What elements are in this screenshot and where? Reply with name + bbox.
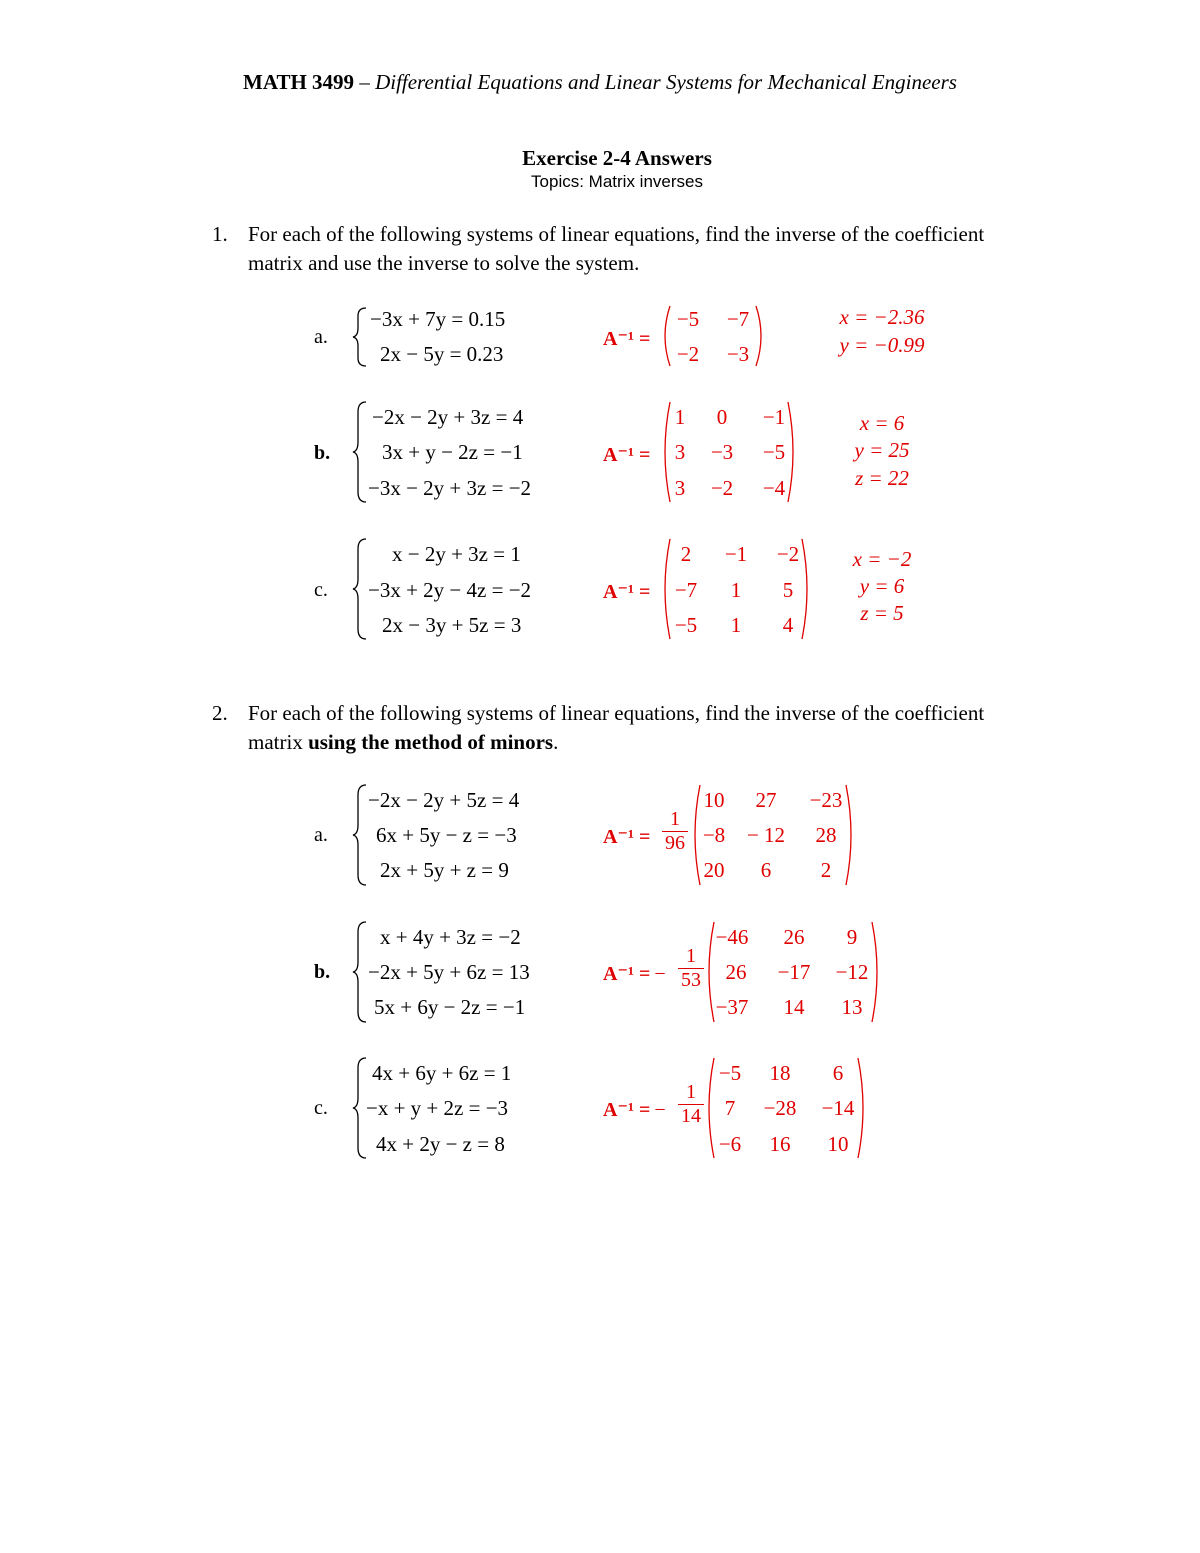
q2c-m33: 10 xyxy=(827,1132,849,1156)
q2b-m11: −46 xyxy=(715,925,749,949)
q1b-m21: 3 xyxy=(674,440,686,464)
course-header xyxy=(0,70,1200,95)
q2-text xyxy=(248,699,1008,757)
q1a-eq-2: 2x − 5y = 0.23 xyxy=(380,342,504,366)
q2b-sign: − xyxy=(654,963,666,985)
q2c-eq-2: −x + y + 2z = −3 xyxy=(366,1096,509,1120)
q1a-m22: −3 xyxy=(726,342,750,366)
q2a-m13: −23 xyxy=(809,788,843,812)
q1b-m23: −5 xyxy=(762,440,786,464)
q2c-m23: −14 xyxy=(821,1096,855,1120)
q2c-m31: −6 xyxy=(718,1132,742,1156)
q2a-m32: 6 xyxy=(760,858,772,882)
q2b-eq-3: 5x + 6y − 2z = −1 xyxy=(374,995,526,1019)
q2a-m12: 27 xyxy=(755,788,777,812)
q2a-m31: 20 xyxy=(703,858,725,882)
q1b-eq-2: 3x + y − 2z = −1 xyxy=(382,440,523,464)
q2b-m23: −12 xyxy=(835,960,869,984)
q1b-label: b. xyxy=(314,442,331,464)
inverse-symbol: A⁻¹ = xyxy=(603,826,651,848)
q1b-sol-y: y = 25 xyxy=(854,438,910,462)
q2a-eq-1: −2x − 2y + 5z = 4 xyxy=(368,788,520,812)
q2c-m13: 6 xyxy=(832,1061,844,1085)
q1c-m11: 2 xyxy=(680,542,692,566)
q2c-m21: 7 xyxy=(724,1096,736,1120)
q1a-brace xyxy=(352,306,372,368)
q1c-label: c. xyxy=(314,579,328,601)
q1c-sol-z: z = 5 xyxy=(860,601,904,625)
q1c-sol-y: y = 6 xyxy=(859,574,905,598)
q1b-m33: −4 xyxy=(762,476,786,500)
q1b-eq-3: −3x − 2y + 3z = −2 xyxy=(368,476,532,500)
q2-text-after: . xyxy=(553,730,559,754)
q2a-label: a. xyxy=(314,824,328,846)
q2b-denominator: 53 xyxy=(681,969,701,991)
q2c-m11: −5 xyxy=(718,1061,742,1085)
q1b-m32: −2 xyxy=(710,476,734,500)
q1a-inverse-label xyxy=(603,326,650,351)
q2b-m12: 26 xyxy=(783,925,805,949)
q2a-m21: −8 xyxy=(702,823,726,847)
q1c-m31: −5 xyxy=(674,613,698,637)
q2c-m32: 16 xyxy=(769,1132,791,1156)
course-subtitle: Differential Equations and Linear Systems for Mechanical Engineers xyxy=(375,70,957,94)
q1b-eq-1: −2x − 2y + 3z = 4 xyxy=(372,405,524,429)
q2-number: 2. xyxy=(212,701,228,725)
q1c-m21: −7 xyxy=(674,578,698,602)
q2c-m22: −28 xyxy=(763,1096,797,1120)
inverse-symbol: A⁻¹ = xyxy=(603,581,651,603)
q2a-m11: 10 xyxy=(703,788,725,812)
q1b-sol-x: x = 6 xyxy=(859,411,905,435)
q1c-eq-3: 2x − 3y + 5z = 3 xyxy=(382,613,522,637)
q1a-label: a. xyxy=(314,326,328,348)
q2a-m33: 2 xyxy=(820,858,832,882)
q2a-m23: 28 xyxy=(815,823,837,847)
inverse-symbol: A⁻¹ = xyxy=(603,444,651,466)
q2b-eq-2: −2x + 5y + 6z = 13 xyxy=(368,960,530,984)
q1c-inverse-label xyxy=(603,579,650,604)
q2c-m12: 18 xyxy=(769,1061,791,1085)
q1c-m12: −1 xyxy=(724,542,748,566)
q2b-inverse-label xyxy=(603,961,666,986)
inverse-symbol: A⁻¹ = xyxy=(603,328,651,350)
q2b-m21: 26 xyxy=(725,960,747,984)
q2b-fraction xyxy=(678,945,704,992)
q1b-m13: −1 xyxy=(762,405,786,429)
q1c-eq-1: x − 2y + 3z = 1 xyxy=(392,542,521,566)
q1-number: 1. xyxy=(212,222,228,246)
q2c-label: c. xyxy=(314,1097,328,1119)
q1b-m22: −3 xyxy=(710,440,734,464)
q1c-sol-x: x = −2 xyxy=(852,547,912,571)
q1c-m13: −2 xyxy=(776,542,800,566)
q1a-m21: −2 xyxy=(676,342,700,366)
q1b-inverse-label xyxy=(603,442,650,467)
q1b-sol-z: z = 22 xyxy=(855,466,909,490)
q2c-eq-3: 4x + 2y − z = 8 xyxy=(376,1132,505,1156)
q2b-m22: −17 xyxy=(777,960,811,984)
q2a-m22: − 12 xyxy=(746,823,786,847)
q2b-m32: 14 xyxy=(783,995,805,1019)
q2b-eq-1: x + 4y + 3z = −2 xyxy=(380,925,521,949)
q2a-eq-3: 2x + 5y + z = 9 xyxy=(380,858,509,882)
q1c-m32: 1 xyxy=(730,613,742,637)
q1c-m33: 4 xyxy=(782,613,794,637)
q2a-denominator: 96 xyxy=(665,832,685,854)
q1b-m11: 1 xyxy=(674,405,686,429)
q1c-m23: 5 xyxy=(782,578,794,602)
q2b-m13: 9 xyxy=(846,925,858,949)
q1c-m22: 1 xyxy=(730,578,742,602)
q1b-m12: 0 xyxy=(716,405,728,429)
q2c-sign: − xyxy=(654,1099,666,1121)
course-code: MATH 3499 xyxy=(243,70,355,94)
q2b-numerator: 1 xyxy=(686,945,696,967)
header-dash: – xyxy=(354,70,376,94)
q2a-numerator: 1 xyxy=(670,808,680,830)
q2a-eq-2: 6x + 5y − z = −3 xyxy=(376,823,517,847)
q1b-m31: 3 xyxy=(674,476,686,500)
q1a-m12: −7 xyxy=(726,307,750,331)
q2b-label: b. xyxy=(314,961,331,983)
q2a-inverse-label xyxy=(603,824,650,849)
topics-line: Topics: Matrix inverses xyxy=(531,172,703,191)
q2-text-before: For each of the following systems of linear equations, find the inverse of the coefficient matrix xyxy=(248,701,985,754)
inverse-symbol: A⁻¹ = xyxy=(603,1099,651,1121)
q1c-eq-2: −3x + 2y − 4z = −2 xyxy=(368,578,532,602)
q1a-m11: −5 xyxy=(676,307,700,331)
q1a-sol-x: x = −2.36 xyxy=(839,305,925,329)
q2-text-emphasis: using the method of minors xyxy=(308,730,554,754)
q2c-eq-1: 4x + 6y + 6z = 1 xyxy=(372,1061,512,1085)
q1a-sol-y: y = −0.99 xyxy=(839,333,925,357)
q2c-numerator: 1 xyxy=(686,1081,696,1103)
page-title: Exercise 2-4 Answers xyxy=(522,146,712,170)
q2b-m33: 13 xyxy=(841,995,863,1019)
q2b-m31: −37 xyxy=(715,995,749,1019)
inverse-symbol: A⁻¹ = xyxy=(603,963,651,985)
q2c-inverse-label xyxy=(603,1097,666,1122)
q1a-eq-1: −3x + 7y = 0.15 xyxy=(370,307,506,331)
q2c-denominator: 14 xyxy=(681,1105,701,1127)
q1-text: For each of the following systems of linear equations, find the inverse of the coefficient matrix and use the inverse to solve the system. xyxy=(248,222,985,275)
